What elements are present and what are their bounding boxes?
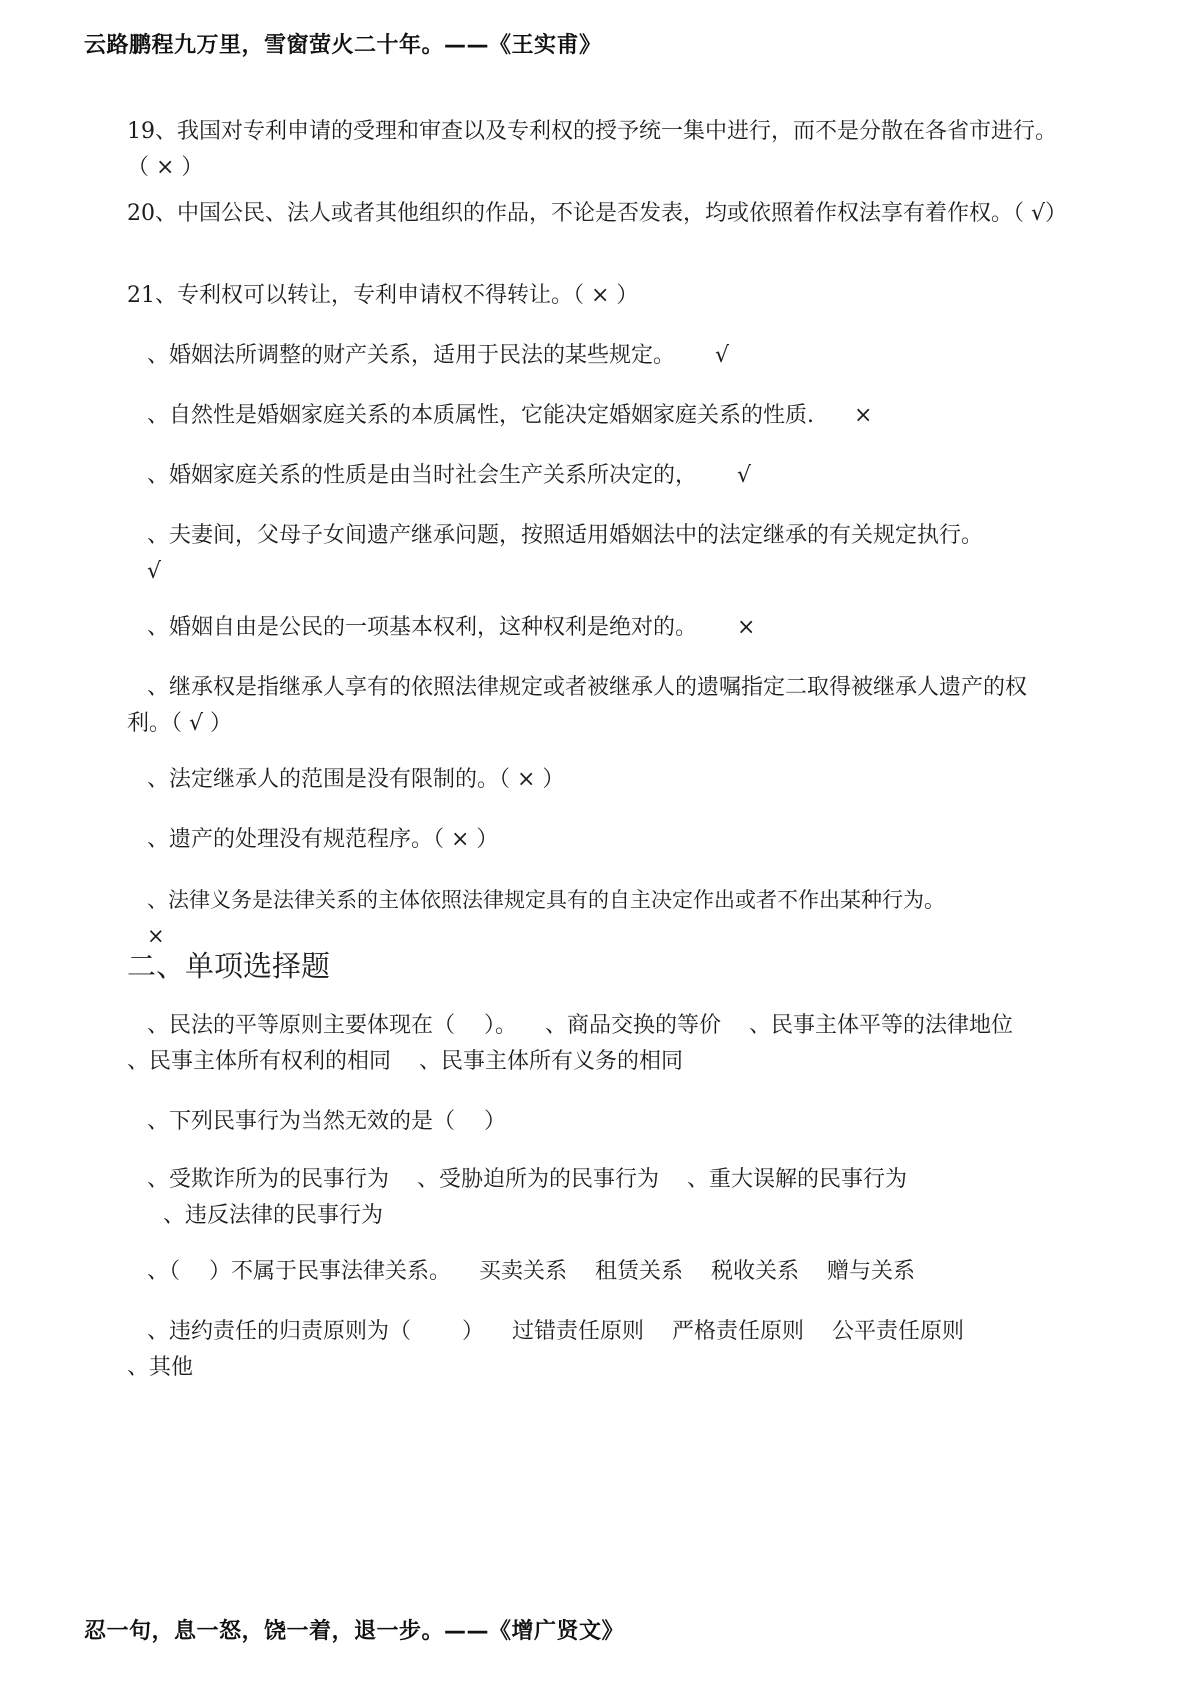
- choice-stem: 、违约责任的归责原则为（ ）: [147, 1319, 484, 1344]
- footer-quote: 忍一句，息一怒，饶一着，退一步。——《增广贤文》: [84, 1619, 625, 1644]
- judgement-item: [127, 762, 1059, 798]
- choice-item: [127, 1314, 1059, 1350]
- judgement-text: 、夫妻间，父母子女间遗产继承问题，按照适用婚姻法中的法定继承的有关规定执行。: [147, 523, 984, 548]
- judgement-item: [127, 458, 1059, 494]
- judgement-text: 、继承权是指继承人享有的依照法律规定或者被继承人的遗嘱指定二取得被继承人遗产的权利。（ √ ）: [127, 675, 1028, 736]
- choice-option: 租赁关系: [595, 1259, 684, 1284]
- choice-stem: 、民法的平等原则主要体现在（ ）。: [147, 1013, 517, 1038]
- choice-options-row: [127, 1162, 1059, 1198]
- judgement-text: 20、中国公民、法人或者其他组织的作品，不论是否发表，均或依照着作权法享有着作权。（ √）: [127, 201, 1068, 226]
- answer-mark: ×: [854, 403, 873, 428]
- choice-option: 、商品交换的等价: [545, 1013, 722, 1038]
- choice-item-cont: [127, 1044, 1059, 1080]
- choice-item: [127, 1008, 1059, 1044]
- choice-option: 、重大误解的民事行为: [687, 1167, 908, 1192]
- section-title: 二、单项选择题: [127, 949, 331, 983]
- judgement-text: 、婚姻法所调整的财产关系，适用于民法的某些规定。: [147, 343, 676, 368]
- answer-mark: √: [737, 463, 752, 488]
- choice-option: 公平责任原则: [832, 1319, 965, 1344]
- choice-item: [127, 1104, 1059, 1140]
- choice-option: 、民事主体所有义务的相同: [419, 1049, 684, 1074]
- answer-mark: √: [147, 559, 162, 584]
- choice-option: 、民事主体所有权利的相同: [127, 1049, 392, 1074]
- choice-option: 赠与关系: [827, 1259, 916, 1284]
- judgement-item: [127, 518, 1059, 590]
- answer-mark: ×: [147, 924, 165, 948]
- judgement-item: [127, 610, 1059, 646]
- judgement-item: [127, 822, 1059, 858]
- judgement-text: 、遗产的处理没有规范程序。（ × ）: [147, 827, 499, 852]
- judgement-text: 、法定继承人的范围是没有限制的。（ × ）: [147, 767, 565, 792]
- judgement-text: 、法律义务是法律关系的主体依照法律规定具有的自主决定作出或者不作出某种行为。: [147, 888, 945, 912]
- answer-mark: ×: [737, 615, 756, 640]
- judgement-text: 21、专利权可以转让，专利申请权不得转让。（ × ）: [127, 283, 639, 308]
- choice-option: 、民事主体平等的法律地位: [749, 1013, 1014, 1038]
- judgement-item: [127, 338, 1059, 374]
- judgement-text: 、自然性是婚姻家庭关系的本质属性，它能决定婚姻家庭关系的性质.: [147, 403, 814, 428]
- judgement-item: [127, 882, 1059, 954]
- choice-option: 、受欺诈所为的民事行为: [147, 1167, 390, 1192]
- judgement-item-19: [127, 114, 1059, 186]
- judgement-item: [127, 670, 1059, 742]
- choice-option: 过错责任原则: [512, 1319, 645, 1344]
- judgement-item-21: [127, 278, 1059, 314]
- answer-mark: √: [715, 343, 730, 368]
- judgement-text: 、婚姻自由是公民的一项基本权利，这种权利是绝对的。: [147, 615, 698, 640]
- header-quote: 云路鹏程九万里，雪窗萤火二十年。——《王实甫》: [84, 33, 602, 58]
- judgement-item: [127, 398, 1059, 434]
- choice-stem: 、下列民事行为当然无效的是（ ）: [147, 1109, 506, 1134]
- choice-option: 买卖关系: [479, 1259, 568, 1284]
- choice-option: 税收关系: [711, 1259, 800, 1284]
- choice-item: [127, 1254, 1059, 1290]
- choice-option: 、其他: [127, 1355, 194, 1380]
- judgement-text: 19、我国对专利申请的受理和审查以及专利权的授予统一集中进行，而不是分散在各省市进行。（ × ）: [127, 119, 1057, 180]
- judgement-item-20: [127, 196, 1068, 232]
- choice-stem: 、（ ）不属于民事法律关系。: [147, 1259, 451, 1284]
- choice-options-row: [127, 1198, 1059, 1234]
- choice-item-cont: [127, 1350, 1059, 1386]
- choice-option: 、受胁迫所为的民事行为: [417, 1167, 660, 1192]
- judgement-text: 、婚姻家庭关系的性质是由当时社会生产关系所决定的，: [147, 463, 698, 488]
- choice-option: 严格责任原则: [672, 1319, 805, 1344]
- choice-option: 、违反法律的民事行为: [163, 1203, 384, 1228]
